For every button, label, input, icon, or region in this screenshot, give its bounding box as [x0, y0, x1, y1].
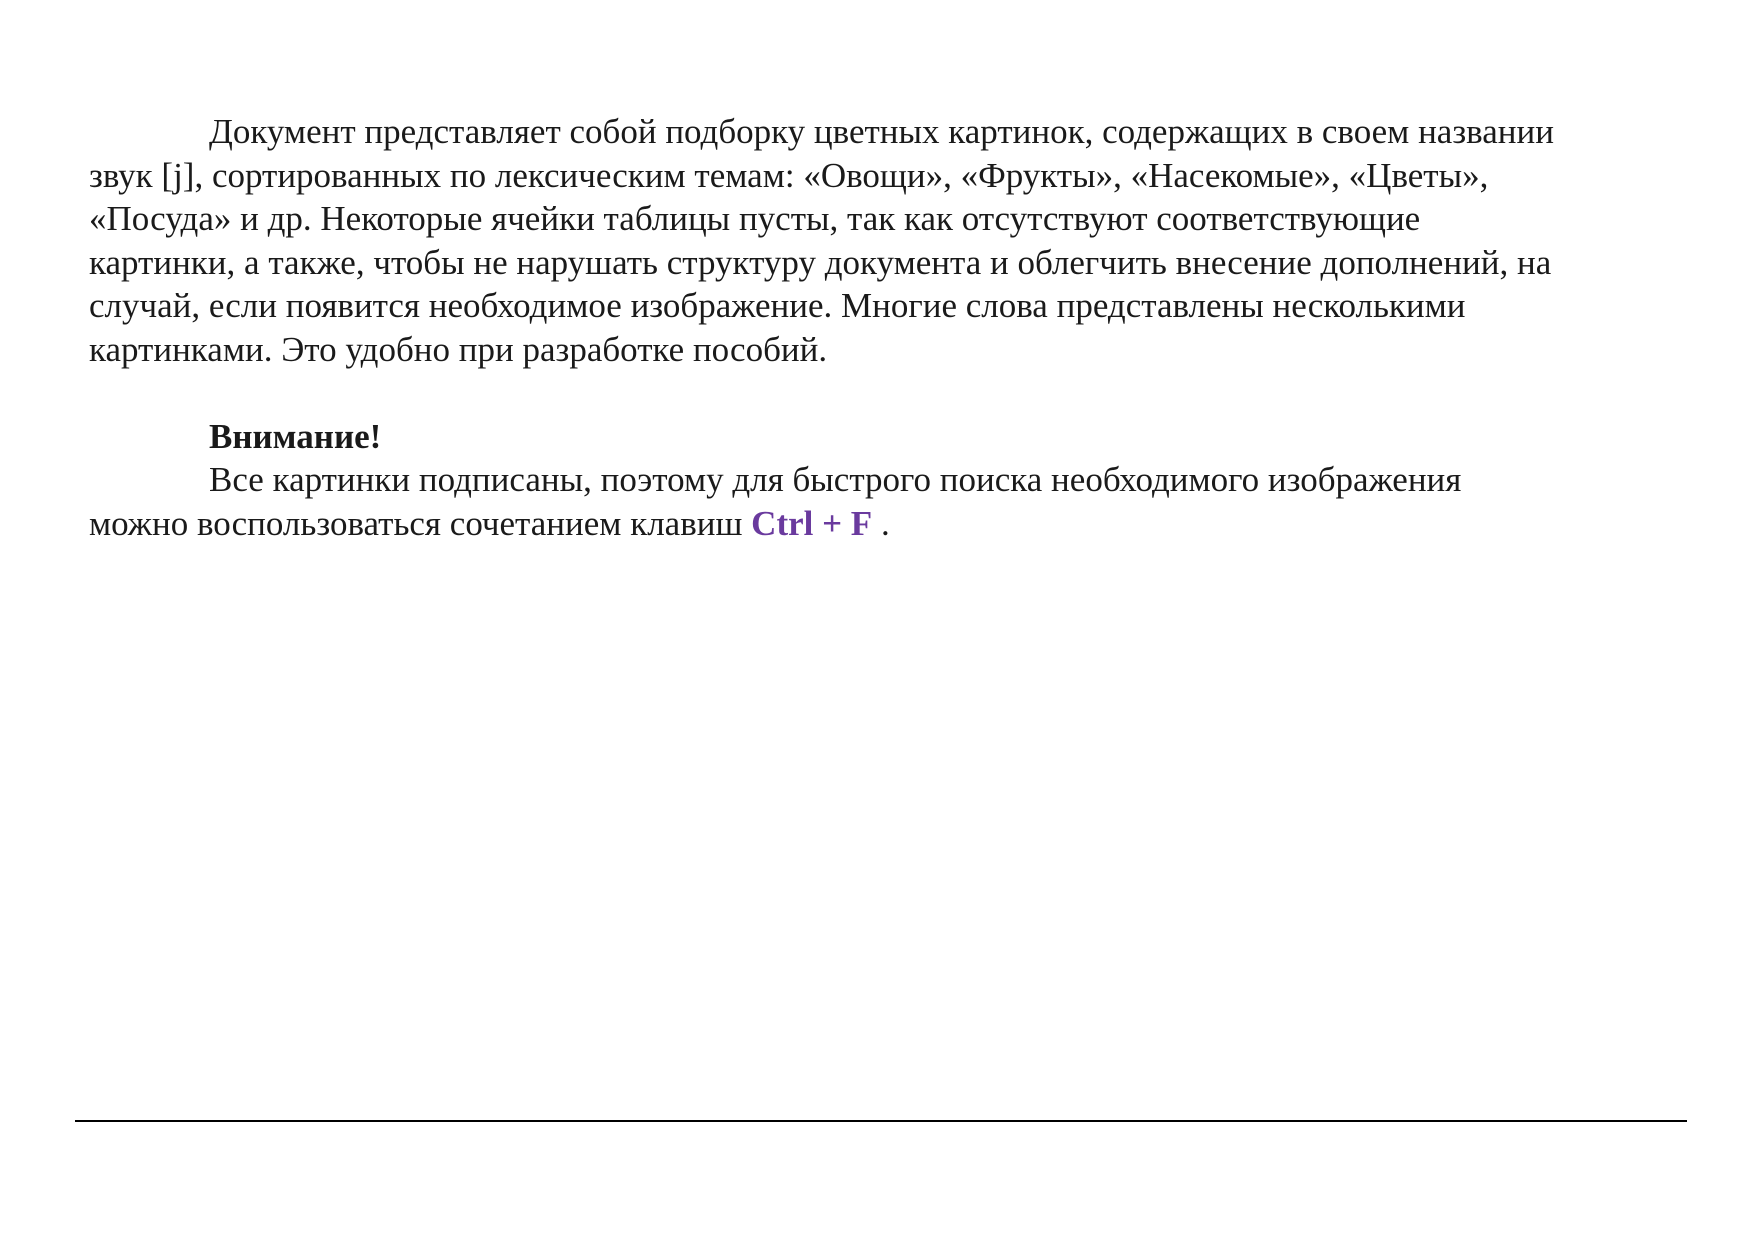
intro-line: «Посуда» и др. Некоторые ячейки таблицы пусты, так как отсутствуют соответствующие [89, 199, 1421, 238]
intro-line: звук [j], сортированных по лексическим темам: «Овощи», «Фрукты», «Насекомые», «Цветы», [89, 155, 1489, 195]
intro-line: случай, если появится необходимое изображение. Многие слова представлены несколькими [89, 286, 1466, 325]
note-line-hotkey [89, 502, 1689, 546]
intro-line: картинками. Это удобно при разработке пособий. [89, 329, 828, 369]
note-suffix: . [872, 503, 890, 543]
paragraph-spacer [89, 371, 1689, 415]
note-paragraph [89, 458, 1689, 545]
intro-line: картинки, а также, чтобы не нарушать структуру документа и облегчить внесение дополнений, на [89, 242, 1552, 282]
document-body [89, 110, 1689, 545]
hotkey-text: Ctrl + F [751, 503, 873, 543]
note-prefix: можно воспользоваться сочетанием клавиш [89, 503, 752, 543]
intro-line: Документ представляет собой подборку цветных картинок, содержащих в своем названии [209, 112, 1554, 151]
intro-paragraph [89, 110, 1689, 371]
note-line: Все картинки подписаны, поэтому для быстрого поиска необходимого изображения [209, 460, 1462, 499]
footer-divider [75, 1120, 1687, 1122]
attention-heading: Внимание! [209, 416, 382, 456]
